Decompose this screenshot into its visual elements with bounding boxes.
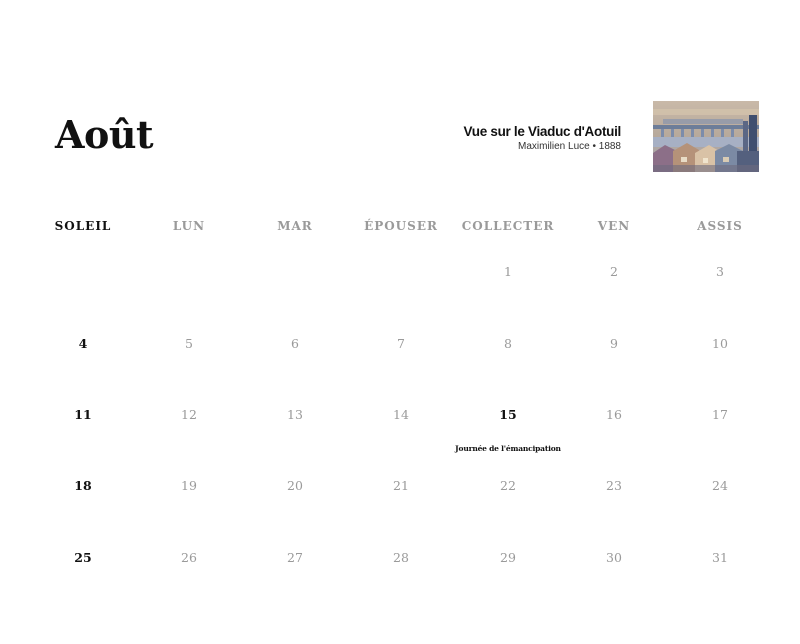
day-cell[interactable]: 9: [610, 336, 618, 351]
day-cell[interactable]: 28: [393, 550, 409, 565]
day-cell[interactable]: 31: [712, 550, 728, 565]
day-cell[interactable]: 26: [181, 550, 197, 565]
day-cell[interactable]: 5: [185, 336, 193, 351]
weekday-header-friday: VEN: [597, 219, 631, 233]
weekday-header-sunday: SOLEIL: [54, 219, 112, 233]
day-cell[interactable]: 4: [78, 336, 88, 351]
day-cell[interactable]: 29: [500, 550, 516, 565]
day-cell[interactable]: 18: [74, 478, 92, 493]
artwork-title: Vue sur le Viaduc d'Aotuil: [463, 124, 621, 139]
day-cell[interactable]: 6: [291, 336, 299, 351]
day-cell[interactable]: 8: [504, 336, 512, 351]
day-cell[interactable]: 3: [716, 264, 724, 279]
day-cell[interactable]: 17: [712, 407, 728, 422]
day-cell[interactable]: 30: [606, 550, 622, 565]
day-cell[interactable]: 25: [74, 550, 92, 565]
weekday-header-wednesday: ÉPOUSER: [364, 219, 438, 233]
day-cell[interactable]: 24: [712, 478, 728, 493]
day-cell-holiday[interactable]: 15: [499, 407, 517, 422]
holiday-label: Journée de l'émancipation: [455, 444, 561, 453]
day-cell[interactable]: 10: [712, 336, 728, 351]
day-cell[interactable]: 22: [500, 478, 516, 493]
artwork-painting: [653, 101, 759, 172]
day-cell[interactable]: 16: [606, 407, 622, 422]
weekday-header-monday: LUN: [172, 219, 206, 233]
day-cell[interactable]: 20: [287, 478, 303, 493]
day-cell[interactable]: 12: [181, 407, 197, 422]
day-cell[interactable]: 13: [287, 407, 303, 422]
month-title: Août: [55, 112, 154, 157]
artwork-info: [464, 123, 621, 153]
day-cell[interactable]: 21: [393, 478, 409, 493]
day-cell[interactable]: 2: [610, 264, 618, 279]
day-cell[interactable]: 1: [504, 264, 512, 279]
artwork-subtitle: Maximilien Luce • 1888: [518, 141, 621, 152]
day-cell[interactable]: 11: [74, 407, 92, 422]
day-cell[interactable]: 19: [181, 478, 197, 493]
day-cell[interactable]: 27: [287, 550, 303, 565]
weekday-header-thursday: COLLECTER: [461, 219, 555, 233]
weekday-header-tuesday: MAR: [277, 219, 313, 233]
weekday-header-saturday: ASSIS: [697, 219, 743, 233]
day-cell[interactable]: 14: [393, 407, 409, 422]
day-cell[interactable]: 7: [397, 336, 405, 351]
day-cell[interactable]: 23: [606, 478, 622, 493]
